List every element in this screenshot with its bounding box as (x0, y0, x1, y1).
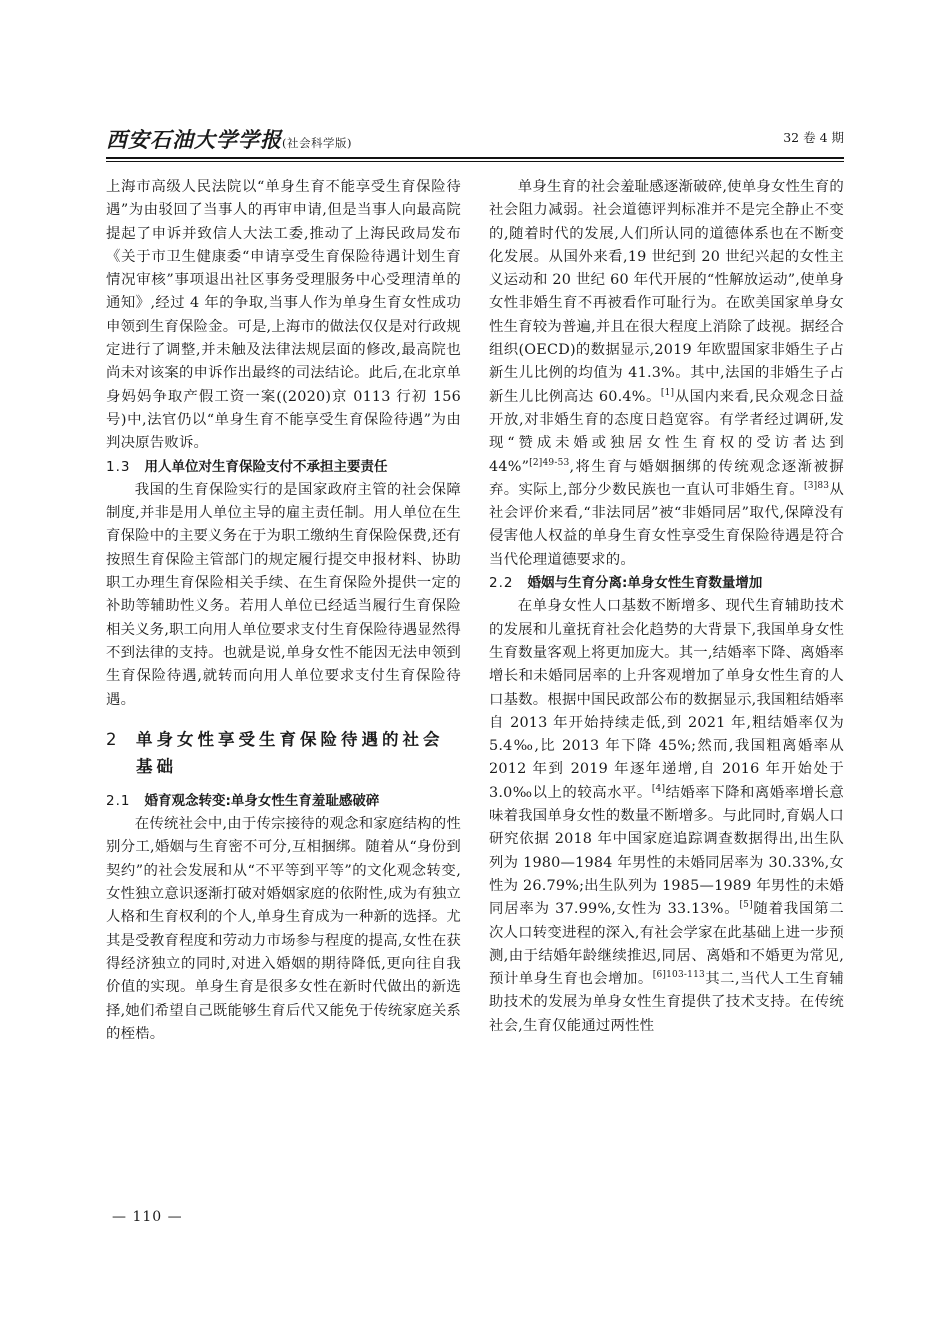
citation: [5] (739, 900, 753, 911)
citation: [6]103-113 (652, 970, 705, 981)
text-run: 其二,当代人工生育辅助技术的发展为单身女性生育提供了技术支持。在传统社会,生育仅能通过两性性 (489, 971, 845, 1034)
paragraph (489, 595, 844, 1038)
section-title: 用人单位对生育保险支付不承担主要责任 (144, 458, 388, 475)
paragraph: 上海市高级人民法院以“单身生育不能享受生育保险待遇”为由驳回了当事人的再审申请,但是当事人向最高院提起了申诉并致信人大法工委,推动了上海民政局发布《关于市卫生健康委“申请享受生育保险待遇计划生育情况审核”事项退出社区事务受理服务中心受理清单的通知》,经过 4 年的争取,当事人作为单身生育女性成功申领到生育保险金。可是,上海市的做法仅仅是对行政规定进行了调整,并未触及法律法规层面的修改,最高院也尚未对该案的申诉作出最终的司法结论。此后,在北京单身妈妈争取产假工资一案((2020)京 0113 行初 156 号)中,法官仍以“单身生育不能享受生育保险待遇”为由判决原告败诉。 (106, 179, 461, 452)
header-rule-thin (106, 161, 844, 162)
section-heading-2-2 (489, 572, 844, 595)
section-title (136, 726, 444, 780)
section-title: 婚姻与生育分离:单身女性生育数量增加 (527, 575, 763, 592)
header-rule-thick (106, 157, 844, 159)
text-run: 从国内来看,民众观念日益开放,对非婚生育的态度日趋宽容。有学者经过调研,发现“赞成未婚或独居女性生育权的受访者达到 44%” (489, 388, 844, 475)
section-title-line: 基础 (136, 756, 177, 776)
text-run: 在单身女性人口基数不断增多、现代生育辅助技术的发展和儿童抚育社会化趋势的大背景下,我国单身女性生育数量客观上将更加庞大。其一,结婚率下降、离婚率增长和未婚同居率的上升客观增加了单身女性生育的人口基数。根据中国民政部公布的数据显示,我国粗结婚率自 2013 年开始持续走低,到 2021 年,粗结婚率仅为 5.4‰,比 2013 年下降 45%;然而,我国粗离婚率从 2012 年到 2019 年逐年递增,自 2016 年开始处于 3.0‰以上的较高水平。 (489, 598, 844, 801)
text-run: 随着我国第二次人口转变进程的深入,有社会学家在此基础上进一步预测,由于结婚年龄继续推迟,同居、离婚和不婚更为常见,预计单身生育也会增加。 (489, 901, 844, 988)
section-title: 婚育观念转变:单身女性生育羞耻感破碎 (144, 792, 380, 809)
text-run: 从社会评价来看,“非法同居”被“非婚同居”取代,保障没有侵害他人权益的单身生育女性享受生育保险待遇是符合当代伦理道德要求的。 (489, 481, 844, 568)
citation: [2]49-53 (529, 457, 570, 468)
right-column (489, 176, 844, 1038)
journal-name: 西安石油大学学报 (106, 127, 282, 152)
section-number: 1.3 (106, 458, 131, 475)
page-number: — 110 — (112, 1209, 183, 1225)
text-run: ,将生育与婚姻捆绑的传统观念逐渐被摒弃。实际上,部分少数民族也一直认可非婚生育。 (489, 458, 844, 498)
citation: [1] (660, 387, 675, 398)
volume-issue: 32 卷 4 期 (783, 130, 844, 145)
citation: [4] (651, 783, 666, 794)
section-number: 2.1 (106, 792, 131, 809)
journal-edition: (社会科学版) (282, 136, 352, 150)
section-number: 2.2 (489, 575, 514, 592)
paragraph: 在传统社会中,由于传宗接待的观念和家庭结构的性别分工,婚姻与生育密不可分,互相捆绑。随着从“身份到契约”的社会发展和从“不平等到平等”的文化观念转变,女性独立意识逐渐打破对婚姻家庭的依附性,成为有独立人格和生育权利的个人,单身生育成为一种新的选择。尤其是受教育程度和劳动力市场参与程度的提高,女性在获得经济独立的同时,对进入婚姻的期待降低,更向往自我价值的实现。单身生育是很多女性在新时代做出的新选择,她们希望自己既能够生育后代又能免于传统家庭关系的桎梏。 (106, 816, 461, 1042)
section-heading-2-1 (106, 790, 461, 813)
paragraph (489, 176, 844, 572)
section-number: 2 (106, 729, 117, 749)
paragraph: 我国的生育保险实行的是国家政府主管的社会保障制度,并非是用人单位主导的雇主责任制。用人单位在生育保险中的主要义务在于为职工缴纳生育保险保费,还有按照生育保险主管部门的规定履行提交申报材料、协助职工办理生育保险相关手续、在生育保险外提供一定的补助等辅助性义务。若用人单位已经适当履行生育保险相关义务,职工向用人单位要求支付生育保险待遇显然得不到法律的支持。也就是说,单身女性不能因无法申领到生育保险待遇,就转而向用人单位要求支付生育保险待遇。 (106, 481, 461, 708)
citation: [3]83 (804, 481, 830, 492)
left-column (106, 176, 461, 1046)
section-heading-1-3 (106, 456, 461, 479)
text-run: 结婚率下降和离婚率增长意味着我国单身女性的数量不断增多。与此同时,育娲人口研究依据 2018 年中国家庭追踪调查数据得出,出生队列为 1980—1984 年男性的未婚同居率为 30.33%,女性为 26.79%;出生队列为 1985—1989 年男性的未婚同居率为 37.99%,女性为 33.13%。 (489, 784, 844, 918)
running-header (106, 124, 844, 158)
section-heading-2 (106, 726, 461, 780)
text-run: 单身生育的社会羞耻感逐渐破碎,使单身女性生育的社会阻力减弱。社会道德评判标准并不是完全静止不变的,随着时代的发展,人们所认同的道德体系也在不断变化发展。从国外来看,19 世纪到 20 世纪兴起的女性主义运动和 20 世纪 60 年代开展的“性解放运动”,使单身女性非婚生育不再被看作可耻行为。在欧美国家单身女性生育较为普遍,并且在很大程度上消除了歧视。据经合组织(OECD)的数据显示,2019 年欧盟国家非婚生子占新生儿比例的均值为 41.3%。其中,法国的非婚生子占新生儿比例高达 60.4%。 (489, 179, 844, 405)
section-title-line: 单身女性享受生育保险待遇的社会 (136, 729, 444, 749)
journal-title (106, 124, 352, 154)
